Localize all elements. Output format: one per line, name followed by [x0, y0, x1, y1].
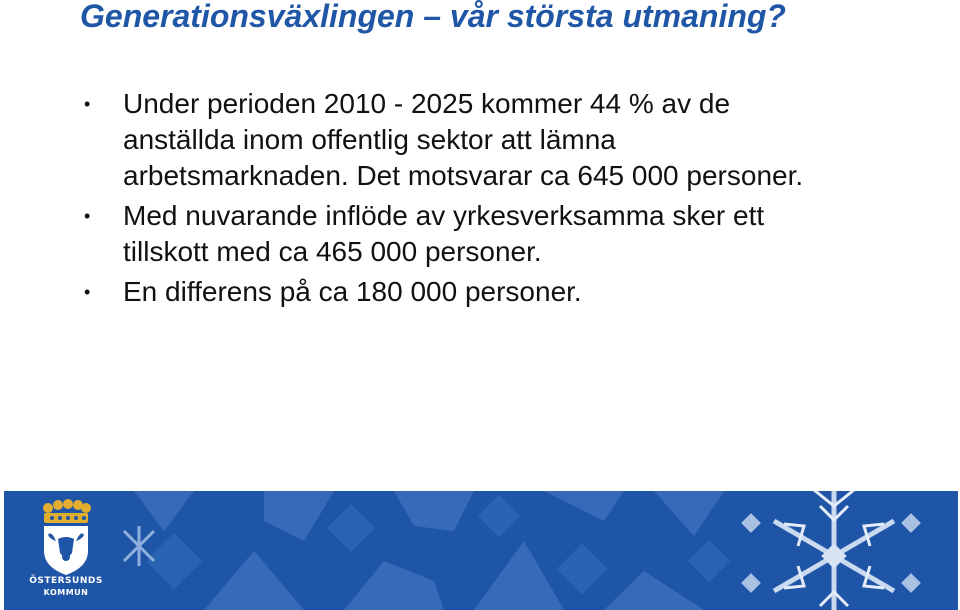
bullet-text: Med nuvarande inflöde av yrkesverksamma sker ett tillskott med ca 465 000 personer. [123, 200, 765, 267]
slide-title: Generationsväxlingen – vår största utmaning? [80, 0, 786, 34]
bullet-dot-icon: • [84, 94, 91, 114]
bullet-item [84, 274, 824, 310]
bullet-list [84, 86, 824, 314]
bullet-dot-icon: • [84, 206, 91, 226]
bullet-item [84, 86, 824, 194]
snowflake-pattern-icon [4, 491, 958, 610]
bullet-text: Under perioden 2010 - 2025 kommer 44 % av de anställda inom offentlig sektor att lämna arbetsmarknaden. Det motsvarar ca 645 000 personer. [123, 88, 804, 191]
footer-banner [4, 491, 958, 610]
logo-text-kommun: KOMMUN [43, 588, 89, 597]
bullet-item [84, 198, 824, 270]
logo-text-ostersunds: ÖSTERSUNDS [29, 576, 103, 586]
ostersunds-kommun-logo [4, 491, 128, 610]
bullet-text: En differens på ca 180 000 personer. [123, 276, 582, 307]
bullet-dot-icon: • [84, 282, 91, 302]
moose-crown-shield-icon [4, 491, 128, 581]
